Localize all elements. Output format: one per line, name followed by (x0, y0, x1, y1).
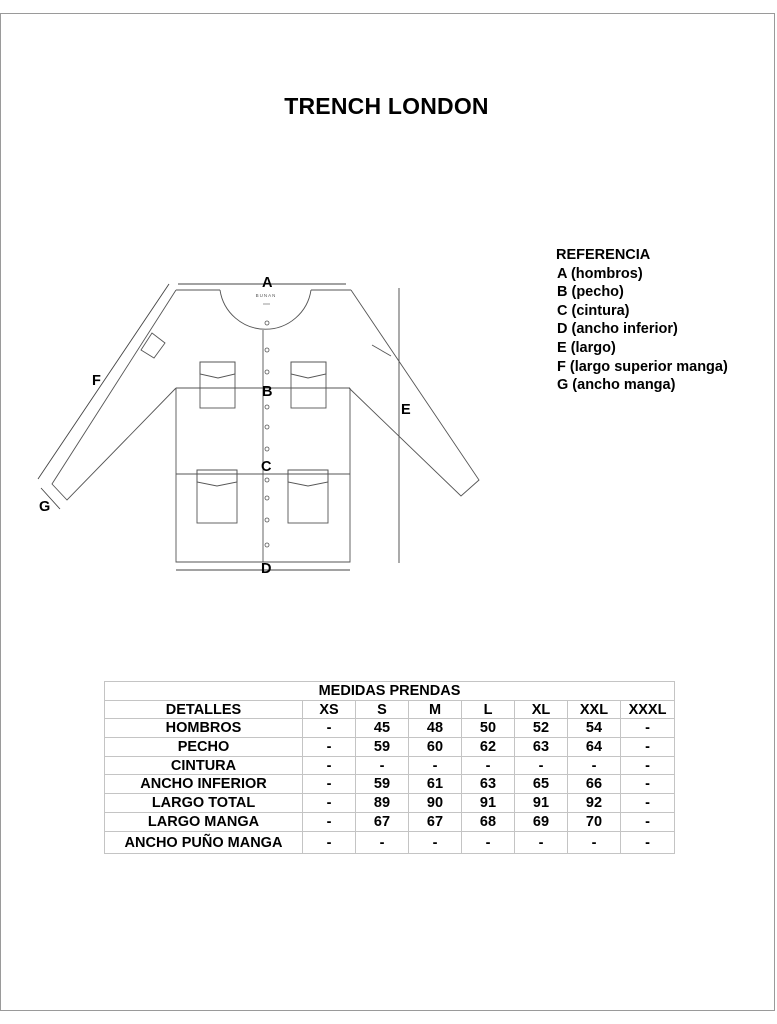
table-cell: 63 (515, 738, 568, 757)
table-cell: - (568, 831, 621, 853)
button (265, 405, 269, 409)
table-cell: - (621, 738, 675, 757)
letter-c: C (261, 459, 272, 475)
table-cell: - (356, 831, 409, 853)
table-cell: 63 (462, 775, 515, 794)
table-caption: MEDIDAS PRENDAS (105, 682, 675, 701)
button (265, 518, 269, 522)
table-cell: 45 (356, 719, 409, 738)
table-row (105, 775, 675, 794)
table-cell: - (303, 719, 356, 738)
reference-item: A (hombros) (557, 265, 643, 282)
header-cell: DETALLES (105, 700, 303, 719)
table-cell: - (303, 756, 356, 775)
table-row (105, 719, 675, 738)
row-label: LARGO TOTAL (105, 794, 303, 813)
letter-b: B (262, 384, 273, 400)
table-cell: - (621, 756, 675, 775)
table-cell: - (303, 738, 356, 757)
row-label: CINTURA (105, 756, 303, 775)
header-cell: L (462, 700, 515, 719)
table-cell: 50 (462, 719, 515, 738)
table-cell: 64 (568, 738, 621, 757)
chest-pocket-left-flap (200, 362, 235, 378)
button (265, 321, 269, 325)
measure-line-f (38, 284, 169, 479)
header-cell: S (356, 700, 409, 719)
table-cell: 89 (356, 794, 409, 813)
sleeve-tab (141, 333, 165, 358)
letter-d: D (261, 561, 272, 577)
table-cell: 67 (356, 812, 409, 831)
reference-item: C (cintura) (557, 302, 630, 319)
table-cell: - (621, 719, 675, 738)
reference-item: G (ancho manga) (557, 377, 676, 394)
table-cell: 62 (462, 738, 515, 757)
button (265, 425, 269, 429)
table-cell: 69 (515, 812, 568, 831)
table-cell: 92 (568, 794, 621, 813)
table-cell: 52 (515, 719, 568, 738)
button (265, 447, 269, 451)
table-cell: - (515, 756, 568, 775)
garment-label-text: BUNAN (255, 293, 277, 298)
letter-e: E (401, 402, 411, 418)
letter-g: G (39, 499, 51, 515)
table-cell: - (303, 831, 356, 853)
header-cell: M (409, 700, 462, 719)
button (265, 348, 269, 352)
header-cell: XXL (568, 700, 621, 719)
lower-pocket-right-flap (288, 470, 328, 486)
table-cell: 68 (462, 812, 515, 831)
chest-pocket-left (200, 362, 235, 408)
table-caption-row (105, 682, 675, 701)
table-cell: - (303, 812, 356, 831)
chest-pocket-right (291, 362, 326, 408)
reference-legend (556, 246, 728, 395)
button (265, 496, 269, 500)
table-row (105, 756, 675, 775)
table-cell: 66 (568, 775, 621, 794)
lower-pocket-left (197, 470, 237, 523)
buttons (265, 321, 269, 547)
table-cell: - (515, 831, 568, 853)
header-cell: XXXL (621, 700, 675, 719)
reference-item: B (pecho) (557, 284, 624, 301)
table-row (105, 794, 675, 813)
header-cell: XS (303, 700, 356, 719)
button (265, 478, 269, 482)
reference-heading: REFERENCIA (556, 247, 651, 263)
reference-item: F (largo superior manga) (557, 358, 728, 375)
table-cell: 59 (356, 738, 409, 757)
table-cell: - (303, 794, 356, 813)
page-title: TRENCH LONDON (284, 93, 489, 119)
chest-pocket-right-flap (291, 362, 326, 378)
sleeve-tab-right (372, 345, 391, 356)
size-table (104, 681, 675, 854)
table-cell: 59 (356, 775, 409, 794)
table-cell: - (568, 756, 621, 775)
table-cell: 54 (568, 719, 621, 738)
lower-pocket-left-flap (197, 470, 237, 486)
table-cell: 48 (409, 719, 462, 738)
table-header-row (105, 700, 675, 719)
table-cell: - (621, 775, 675, 794)
row-label: ANCHO PUÑO MANGA (105, 831, 303, 853)
row-label: PECHO (105, 738, 303, 757)
table-cell: - (621, 812, 675, 831)
reference-item: E (largo) (557, 339, 616, 356)
table-cell: - (462, 831, 515, 853)
table-cell: - (621, 794, 675, 813)
table-cell: 91 (515, 794, 568, 813)
table-cell: - (356, 756, 409, 775)
row-label: LARGO MANGA (105, 812, 303, 831)
table-cell: - (621, 831, 675, 853)
table-cell: - (409, 756, 462, 775)
table-cell: 67 (409, 812, 462, 831)
letter-a: A (262, 275, 273, 291)
button (265, 543, 269, 547)
table-cell: - (409, 831, 462, 853)
row-label: HOMBROS (105, 719, 303, 738)
table-row (105, 738, 675, 757)
table-cell: - (303, 775, 356, 794)
reference-item: D (ancho inferior) (557, 321, 678, 338)
table-row (105, 831, 675, 853)
header-cell: XL (515, 700, 568, 719)
table-cell: 61 (409, 775, 462, 794)
row-label: ANCHO INFERIOR (105, 775, 303, 794)
letter-f: F (92, 373, 101, 389)
table-cell: - (462, 756, 515, 775)
table-cell: 65 (515, 775, 568, 794)
table-cell: 91 (462, 794, 515, 813)
table-row (105, 812, 675, 831)
table-cell: 90 (409, 794, 462, 813)
lower-pocket-right (288, 470, 328, 523)
table-cell: 60 (409, 738, 462, 757)
table-cell: 70 (568, 812, 621, 831)
button (265, 370, 269, 374)
